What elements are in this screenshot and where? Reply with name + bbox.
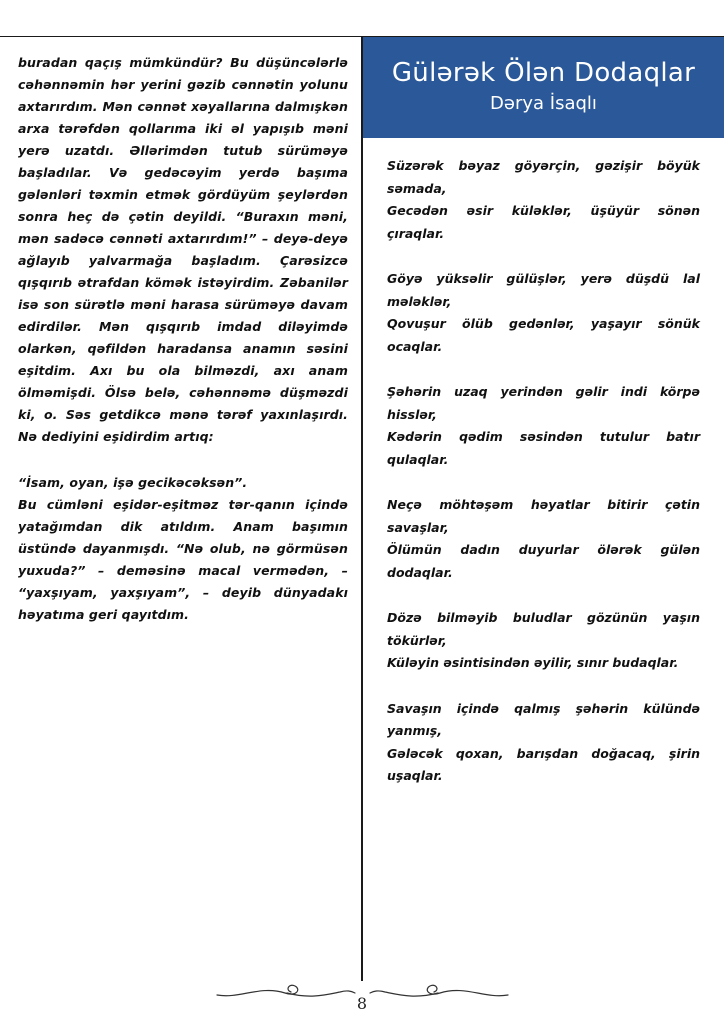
poem-stanza	[387, 698, 700, 788]
poem-line: Dözə bilməyib buludlar gözünün yaşın tökürlər,	[387, 610, 700, 648]
poem-line: Neçə möhtəşəm həyatlar bitirir çətin savaşlar,	[387, 497, 700, 535]
poem-line: Göyə yüksəlir gülüşlər, yerə düşdü lal mələklər,	[387, 271, 700, 309]
poem-line: Şəhərin uzaq yerindən gəlir indi körpə hisslər,	[387, 384, 700, 422]
poem-line: Küləyin əsintisindən əyilir, sınır budaqlar.	[387, 655, 679, 670]
poem-title-banner	[363, 37, 724, 138]
poem-stanza	[387, 381, 700, 471]
column-divider	[361, 36, 363, 981]
poem-line: Kədərin qədim səsindən tutulur batır qulaqlar.	[387, 429, 700, 467]
poem-column	[387, 155, 700, 811]
story-paragraph: buradan qaçış mümkündür? Bu düşüncələrlə cəhənnəmin hər yerini gəzib cənnətin yolunu axtarırdım. Mən cənnət xəyallarına dalmışkən arxa tərəfdən qollarıma iki əl yapışıb məni yerə uzatdı. Əllərimdən tutub sürüməyə başladılar. Və gedəcəyim yerdə başıma gələnləri təxmin etmək gördüyüm şeylərdən sonra heç də çətin deyildi. “Buraxın məni, mən sadəcə cənnəti axtarırdım!” – deyə-deyə ağlayıb yalvarmağa başladım. Çarəsizcə qışqırıb ətrafdan kömək istəyirdim. Zəbanilər isə son sürətlə məni harasa sürüməyə davam edirdilər. Mən qışqırıb imdad diləyimdə olarkən, qəfildən haradansa anamın səsini eşitdim. Axı bu ola bilməzdi, axı anam ölməmişdi. Ölsə belə, cəhənnəmə düşməzdi ki, o. Səs getdikcə mənə tərəf yaxınlaşırdı. Nə dediyini eşidirdim artıq:	[18, 55, 348, 444]
poem-line: Qovuşur ölüb gedənlər, yaşayır sönük ocaqlar.	[387, 316, 700, 354]
page-number: 8	[340, 994, 384, 1013]
poem-line: Ölümün dadın duyurlar ölərək gülən dodaqlar.	[387, 542, 700, 580]
poem-line: Süzərək bəyaz göyərçin, gəzişir böyük səmada,	[387, 158, 700, 196]
poem-stanza	[387, 607, 700, 675]
story-paragraph: “İsam, oyan, işə gecikəcəksən”. Bu cümləni eşidər-eşitməz tər-qanın içində yatağımdan dik atıldım. Anam başımın üstündə dayanmışdı. “Nə olub, nə görmüsən yuxuda?” – deməsinə macal vermədən, – “yaxşıyam, yaxşıyam”, – deyib dünyadakı həyatıma geri qayıtdım.	[18, 475, 348, 622]
poem-line: Gələcək qoxan, barışdan doğacaq, şirin uşaqlar.	[387, 745, 700, 783]
poem-stanza	[387, 268, 700, 358]
poem-title: Gülərək Ölən Dodaqlar	[391, 58, 696, 88]
poem-line: Savaşın içində qalmış şəhərin külündə yanmış,	[387, 700, 700, 738]
poem-stanza	[387, 494, 700, 584]
poem-author: Dərya İsaqlı	[490, 93, 597, 114]
story-column	[18, 52, 348, 650]
poem-stanza	[387, 155, 700, 245]
poem-line: Gecədən əsir küləklər, üşüyür sönən çıraqlar.	[387, 203, 700, 241]
